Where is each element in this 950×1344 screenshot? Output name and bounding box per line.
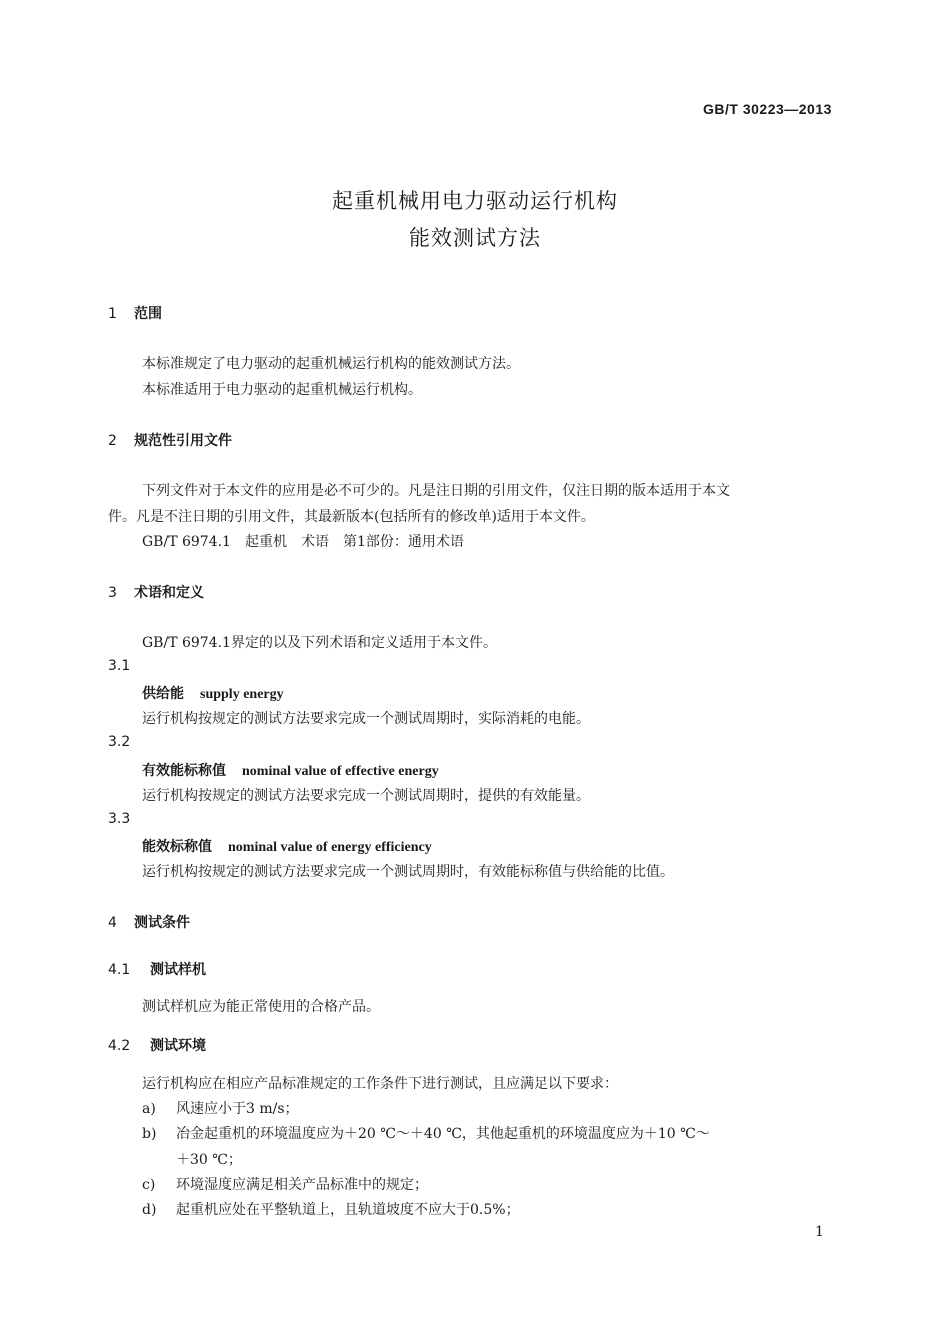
term-heading bbox=[142, 683, 284, 703]
subsection-title: 测试样机 bbox=[150, 962, 206, 978]
list-text: 起重机应处在平整轨道上，且轨道坡度不应大于0.5%； bbox=[176, 1202, 520, 1218]
section-title: 范围 bbox=[134, 306, 162, 322]
section-title: 术语和定义 bbox=[134, 585, 204, 601]
list-label: c) bbox=[142, 1177, 156, 1193]
list-item-continuation: ＋30 ℃； bbox=[176, 1152, 242, 1168]
term-en: supply energy bbox=[200, 687, 284, 702]
subsection-4-1-heading bbox=[108, 959, 206, 979]
list-text: 环境湿度应满足相关产品标准中的规定； bbox=[176, 1177, 428, 1193]
paragraph-continuation: 件。凡是不注日期的引用文件，其最新版本(包括所有的修改单)适用于本文件。 bbox=[108, 509, 595, 525]
subsection-number: 4.1 bbox=[108, 962, 131, 978]
list-label: a) bbox=[142, 1101, 156, 1117]
section-number: 4 bbox=[108, 915, 117, 931]
list-text: 风速应小于3 m/s； bbox=[176, 1101, 299, 1117]
term-definition: 运行机构按规定的测试方法要求完成一个测试周期时，有效能标称值与供给能的比值。 bbox=[142, 864, 674, 880]
term-number: 3.3 bbox=[108, 811, 131, 827]
term-en: nominal value of effective energy bbox=[242, 764, 439, 779]
subsection-4-2-heading bbox=[108, 1035, 206, 1055]
section-title: 规范性引用文件 bbox=[134, 433, 232, 449]
list-text: 冶金起重机的环境温度应为＋20 ℃～＋40 ℃，其他起重机的环境温度应为＋10 ℃～ bbox=[176, 1126, 710, 1142]
paragraph: 运行机构应在相应产品标准规定的工作条件下进行测试，且应满足以下要求： bbox=[142, 1076, 618, 1092]
list-item bbox=[142, 1098, 299, 1118]
list-label: d) bbox=[142, 1202, 157, 1218]
term-zh: 供给能 bbox=[142, 686, 184, 702]
paragraph: 测试样机应为能正常使用的合格产品。 bbox=[142, 999, 380, 1015]
term-number: 3.1 bbox=[108, 658, 131, 674]
term-number: 3.2 bbox=[108, 734, 131, 750]
list-item bbox=[142, 1174, 428, 1194]
normative-reference: GB/T 6974.1 起重机 术语 第1部份：通用术语 bbox=[142, 534, 464, 550]
section-1-heading bbox=[108, 303, 162, 323]
paragraph: 本标准规定了电力驱动的起重机械运行机构的能效测试方法。 bbox=[142, 356, 520, 372]
section-2-heading bbox=[108, 430, 232, 450]
term-heading bbox=[142, 836, 432, 856]
standard-number: GB/T 30223—2013 bbox=[703, 101, 832, 117]
list-label: b) bbox=[142, 1126, 157, 1142]
document-title-line2: 能效测试方法 bbox=[409, 226, 541, 250]
term-zh: 能效标称值 bbox=[142, 839, 212, 855]
section-4-heading bbox=[108, 912, 190, 932]
list-item bbox=[142, 1123, 710, 1143]
term-zh: 有效能标称值 bbox=[142, 763, 226, 779]
term-definition: 运行机构按规定的测试方法要求完成一个测试周期时，实际消耗的电能。 bbox=[142, 711, 590, 727]
paragraph: 下列文件对于本文件的应用是必不可少的。凡是注日期的引用文件，仅注日期的版本适用于本文 bbox=[142, 483, 730, 499]
section-number: 1 bbox=[108, 306, 117, 322]
list-item bbox=[142, 1199, 520, 1219]
document-title-line1: 起重机械用电力驱动运行机构 bbox=[332, 189, 618, 213]
page-number: 1 bbox=[815, 1224, 824, 1240]
paragraph: GB/T 6974.1界定的以及下列术语和定义适用于本文件。 bbox=[142, 635, 497, 651]
paragraph: 本标准适用于电力驱动的起重机械运行机构。 bbox=[142, 382, 422, 398]
section-title: 测试条件 bbox=[134, 915, 190, 931]
section-number: 2 bbox=[108, 433, 117, 449]
subsection-title: 测试环境 bbox=[150, 1038, 206, 1054]
section-3-heading bbox=[108, 582, 204, 602]
term-en: nominal value of energy efficiency bbox=[228, 840, 432, 855]
subsection-number: 4.2 bbox=[108, 1038, 131, 1054]
term-definition: 运行机构按规定的测试方法要求完成一个测试周期时，提供的有效能量。 bbox=[142, 788, 590, 804]
section-number: 3 bbox=[108, 585, 117, 601]
term-heading bbox=[142, 760, 439, 780]
